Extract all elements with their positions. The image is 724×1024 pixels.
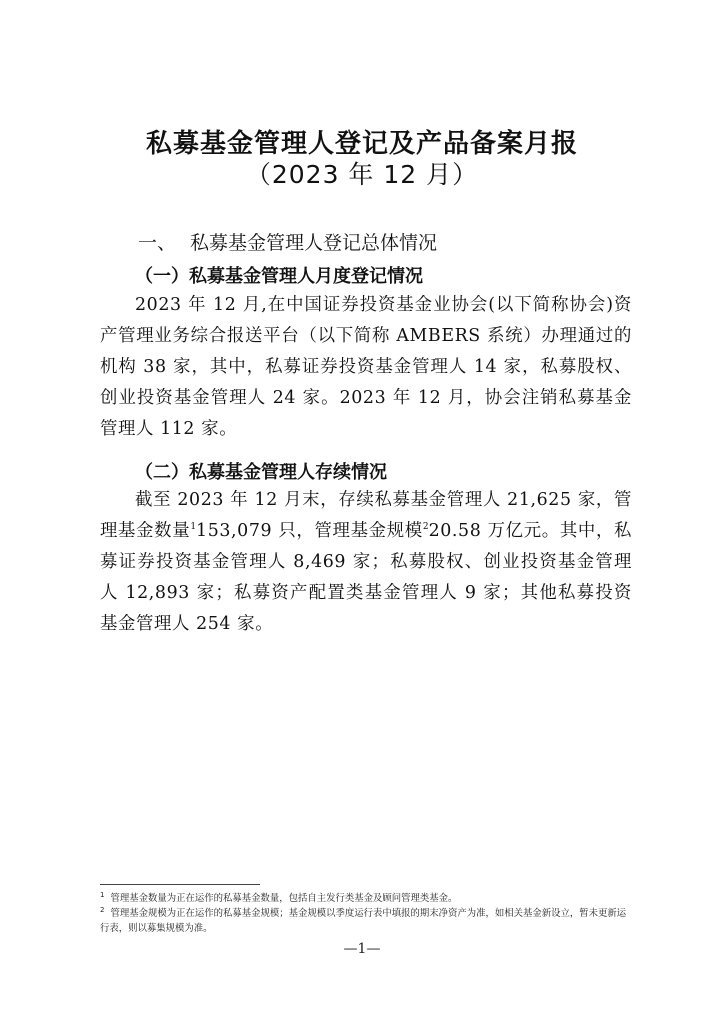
paragraph-text: 20.58 万亿元。其中，私募证券投资基金管理人 8,469 家；私募股权、创业投资基金管理人 12,893 家；私募资产配置类基金管理人 9 家；其他私募投资基金管理人 254 家。 (100, 521, 632, 634)
footnote-text: 管理基金规模为正在运作的私募基金规模；基金规模以季度运行表中填报的期末净资产为准，如相关基金新设立，暂未更新运行表，则以募集规模为准。 (100, 908, 627, 934)
document-subtitle: （2023 年 12 月） (245, 160, 479, 189)
section-heading (138, 228, 437, 255)
document-title: 私募基金管理人登记及产品备案月报 (145, 129, 578, 159)
footnote-ref-1: 1 (190, 522, 197, 533)
page-number: —1— (343, 941, 381, 957)
footnote-text: 管理基金数量为正在运作的私募基金数量，包括自主发行类基金及顾问管理类基金。 (110, 893, 458, 904)
footnote-2 (100, 906, 632, 936)
footnote-divider (100, 884, 260, 885)
section-number: 一、 (138, 232, 177, 254)
paragraph-text: 截至 2023 年 12 月末，存续私募基金管理人 21,625 家，管理基金数量 (100, 490, 632, 541)
footnote-1 (100, 891, 632, 906)
paragraph-existing-managers (100, 485, 632, 640)
footnote-mark: 2 (100, 905, 105, 914)
paragraph-text: 153,079 只，管理基金规模 (196, 521, 423, 541)
footnote-ref-2: 2 (422, 522, 429, 533)
section-title: 私募基金管理人登记总体情况 (190, 232, 438, 254)
subsection-heading-existing-managers: （二）私募基金管理人存续情况 (135, 462, 387, 483)
paragraph-monthly-registration: 2023 年 12 月,在中国证券投资基金业协会(以下简称协会)资产管理业务综合报送平台（以下简称 AMBERS 系统）办理通过的机构 38 家，其中，私募证券投资基金管理人 14 家，私募股权、创业投资基金管理人 24 家。2023 年 12 月，协会注销私募基金管理人 112 家。 (100, 295, 632, 439)
subsection-heading-monthly-registration: （一）私募基金管理人月度登记情况 (135, 266, 423, 287)
footnote-mark: 1 (100, 890, 105, 899)
